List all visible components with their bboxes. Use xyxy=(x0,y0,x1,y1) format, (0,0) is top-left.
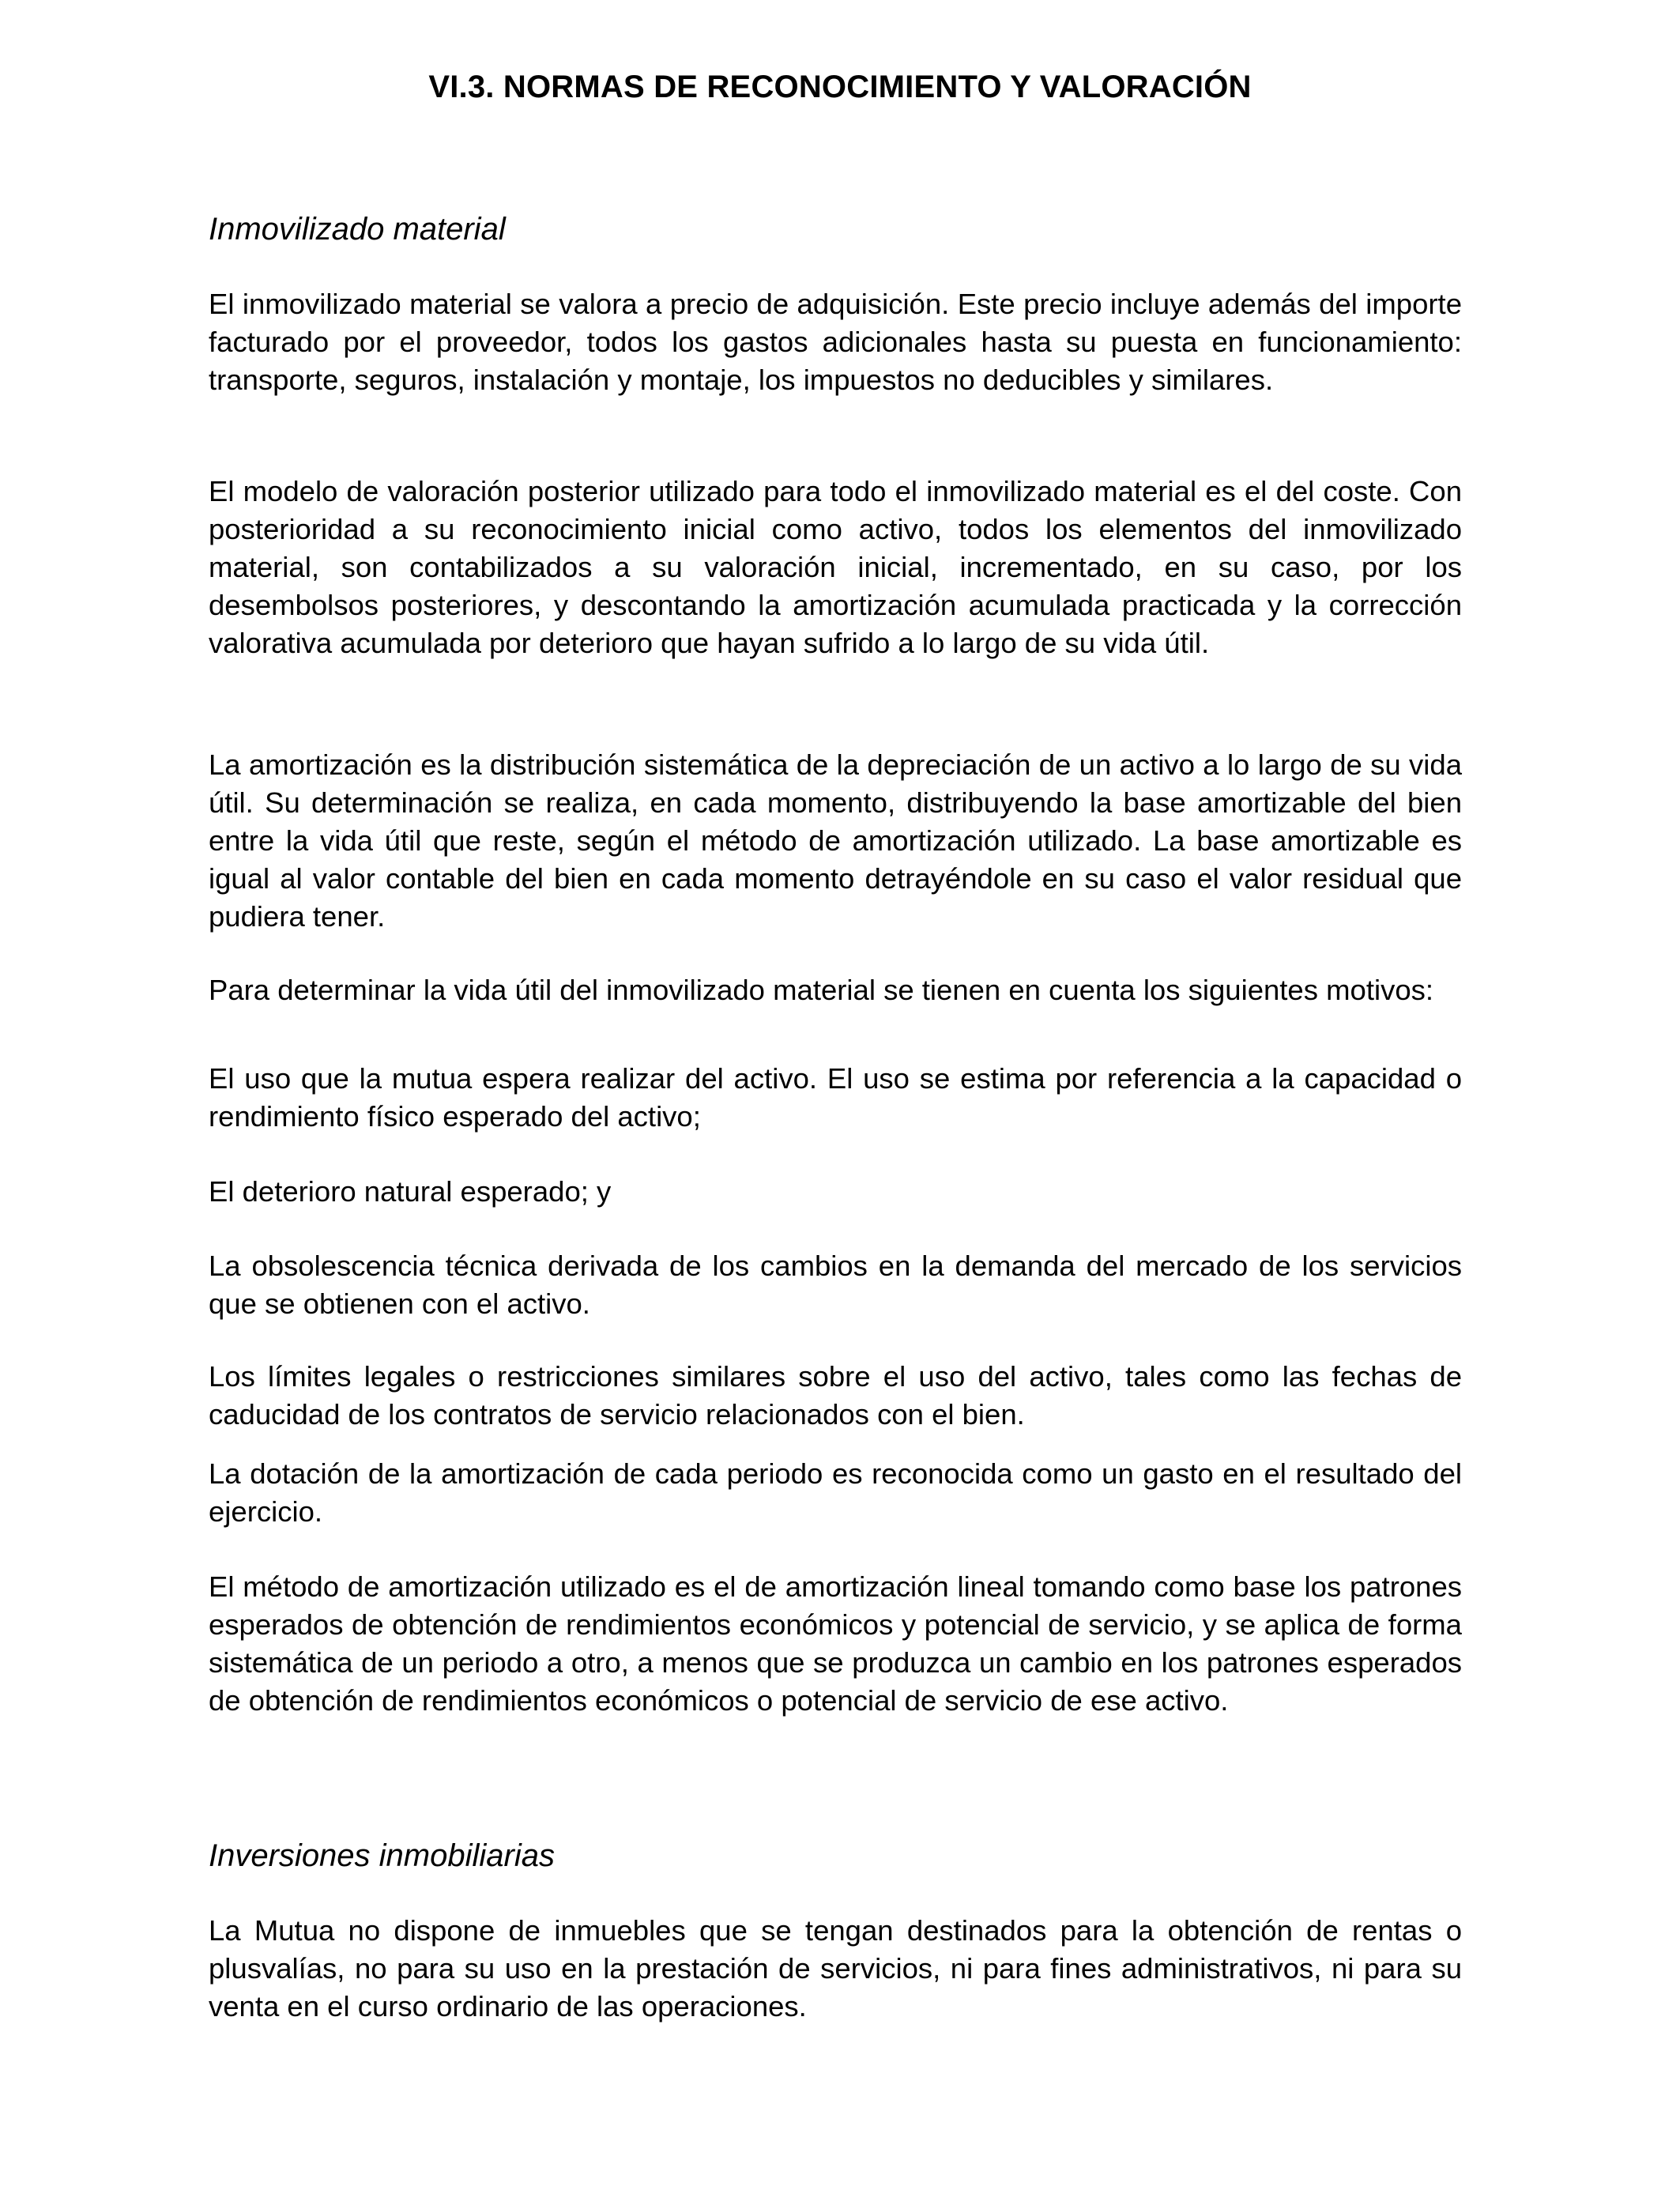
paragraph: El método de amortización utilizado es el de amortización lineal tomando como base los patrones esperados de obtención de rendimientos económicos y potencial de servicio, y se aplica de forma sistemática de un periodo a otro, a menos que se produzca un cambio en los patrones esperados de obtención de rendimientos económicos o potencial de servicio de ese activo. xyxy=(209,1570,1462,1717)
paragraph: La amortización es la distribución sistemática de la depreciación de un activo a lo largo de su vida útil. Su determinación se realiza, en cada momento, distribuyendo la base amortizable del bien entre la vida útil que reste, según el método de amortización utilizado. La base amortizable es igual al valor contable del bien en cada momento detrayéndole en su caso el valor residual que pudiera tener. xyxy=(209,748,1462,933)
paragraph: La dotación de la amortización de cada periodo es reconocida como un gasto en el resultado del ejercicio. xyxy=(209,1457,1462,1528)
paragraph: El modelo de valoración posterior utilizado para todo el inmovilizado material es el del coste. Con posterioridad a su reconocimiento inicial como activo, todos los elementos del inmovilizado material, son contabilizados a su valoración inicial, incrementado, en su caso, por los desembolsos posteriores, y descontando la amortización acumulada practicada y la corrección valorativa acumulada por deterioro que hayan sufrido a lo largo de su vida útil. xyxy=(209,475,1462,659)
paragraph: El uso que la mutua espera realizar del activo. El uso se estima por referencia a la capacidad o rendimiento físico esperado del activo; xyxy=(209,1062,1462,1133)
paragraph: Para determinar la vida útil del inmovilizado material se tienen en cuenta los siguientes motivos: xyxy=(209,974,1434,1006)
paragraph: Los límites legales o restricciones similares sobre el uso del activo, tales como las fechas de caducidad de los contratos de servicio relacionados con el bien. xyxy=(209,1360,1462,1431)
section-heading-inversiones-inmobiliarias: Inversiones inmobiliarias xyxy=(209,1838,555,1873)
paragraph: La Mutua no dispone de inmuebles que se tengan destinados para la obtención de rentas o plusvalías, no para su uso en la prestación de servicios, ni para fines administrativos, ni para su venta en el curso ordinario de las operaciones. xyxy=(209,1914,1462,2022)
section-heading-inmovilizado-material: Inmovilizado material xyxy=(209,212,506,247)
page-title: VI.3. NORMAS DE RECONOCIMIENTO Y VALORACIÓN xyxy=(428,70,1252,104)
paragraph: La obsolescencia técnica derivada de los cambios en la demanda del mercado de los servicios que se obtienen con el activo. xyxy=(209,1250,1462,1320)
paragraph: El inmovilizado material se valora a precio de adquisición. Este precio incluye además del importe facturado por el proveedor, todos los gastos adicionales hasta su puesta en funcionamiento: transporte, seguros, instalación y montaje, los impuestos no deducibles y similares. xyxy=(209,288,1462,396)
paragraph: El deterioro natural esperado; y xyxy=(209,1175,612,1208)
